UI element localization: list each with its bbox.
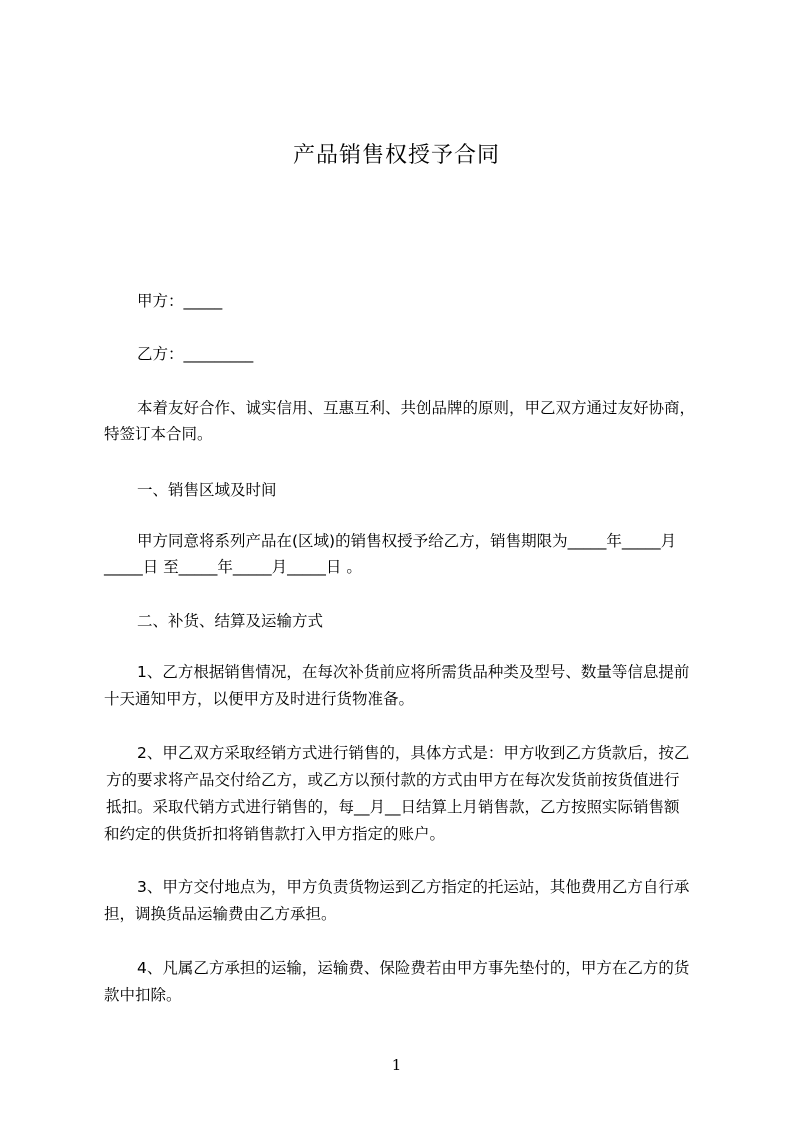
item-1-line-2: 十天通知甲方，以便甲方及时进行货物准备。 bbox=[104, 690, 415, 708]
party-b-line: 乙方：_________ bbox=[137, 345, 254, 363]
item-2-line-2: 方的要求将产品交付给乙方，或乙方以预付款的方式由甲方在每次发货前按货值进行 bbox=[106, 771, 680, 789]
preamble-line-2: 特签订本合同。 bbox=[104, 425, 213, 443]
item-2-line-4: 和约定的供货折扣将销售款打入甲方指定的账户。 bbox=[104, 825, 446, 843]
preamble-line-1: 本着友好合作、诚实信用、互惠互利、共创品牌的原则，甲乙双方通过友好协商， bbox=[137, 399, 696, 417]
section-1-heading: 一、销售区域及时间 bbox=[137, 481, 277, 499]
section-1-line-1: 甲方同意将系列产品在(区域)的销售权授予给乙方，销售期限为_____年_____月 bbox=[137, 532, 677, 550]
section-2-heading: 二、补货、结算及运输方式 bbox=[137, 612, 324, 630]
item-1-line-1: 1、乙方根据销售情况，在每次补货前应将所需货品种类及型号、数量等信息提前 bbox=[137, 663, 690, 681]
item-2-line-3: 抵扣。采取代销方式进行销售的，每__月__日结算上月销售款，乙方按照实际销售额 bbox=[106, 798, 680, 816]
section-1-line-2: _____日 至_____年_____月_____日 。 bbox=[104, 558, 362, 576]
item-3-line-1: 3、甲方交付地点为，甲方负责货物运到乙方指定的托运站，其他费用乙方自行承 bbox=[137, 878, 690, 896]
item-4-line-1: 4、凡属乙方承担的运输，运输费、保险费若由甲方事先垫付的，甲方在乙方的货 bbox=[137, 959, 690, 977]
item-4-line-2: 款中扣除。 bbox=[104, 986, 182, 1004]
item-2-line-1: 2、甲乙双方采取经销方式进行销售的，具体方式是：甲方收到乙方货款后，按乙 bbox=[137, 744, 690, 762]
document-title: 产品销售权授予合同 bbox=[292, 143, 500, 168]
party-a-line: 甲方：_____ bbox=[137, 292, 223, 310]
page-number: 1 bbox=[391, 1056, 402, 1074]
item-3-line-2: 担，调换货品运输费由乙方承担。 bbox=[104, 905, 337, 923]
